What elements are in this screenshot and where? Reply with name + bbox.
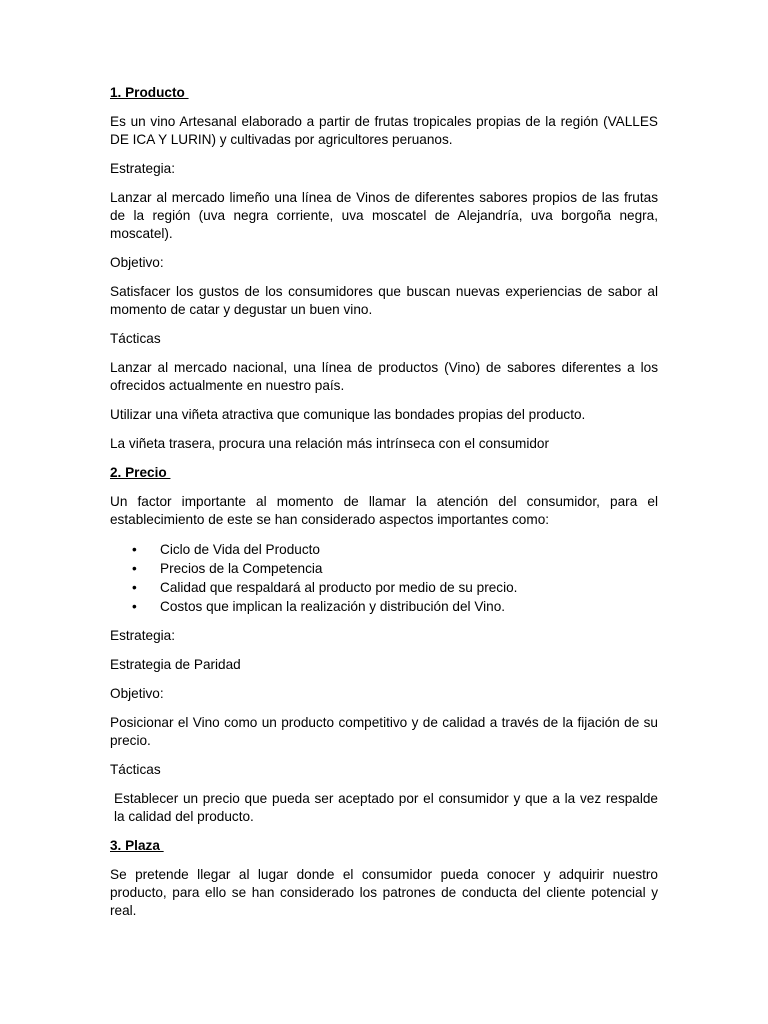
list-item [110, 597, 658, 616]
list-item [110, 540, 658, 559]
producto-tactic: La viñeta trasera, procura una relación más intrínseca con el consumidor [110, 436, 550, 451]
precio-strategy: Estrategia de Paridad [110, 657, 241, 672]
list-item-text: Precios de la Competencia [160, 561, 323, 576]
producto-strategy-label: Estrategia: [110, 161, 175, 176]
precio-tactics-label: Tácticas [110, 762, 161, 777]
list-item [110, 559, 658, 578]
document-page [110, 84, 658, 931]
precio-strategy-label: Estrategia: [110, 628, 175, 643]
producto-strategy: Lanzar al mercado limeño una línea de Vinos de diferentes sabores propios de las frutas de la región (uva negra corriente, uva moscatel de Alejandría, uva borgoña negra, moscatel). [110, 190, 658, 241]
bullet-icon: • [132, 561, 137, 576]
precio-description: Un factor importante al momento de llamar la atención del consumidor, para el establecimiento de este se han considerado aspectos importantes como: [110, 494, 658, 527]
precio-objective: Posicionar el Vino como un producto competitivo y de calidad a través de la fijación de su precio. [110, 715, 658, 748]
producto-objective-label: Objetivo: [110, 255, 164, 270]
list-item-text: Calidad que respaldará al producto por medio de su precio. [160, 580, 518, 595]
producto-objective: Satisfacer los gustos de los consumidores que buscan nuevas experiencias de sabor al momento de catar y degustar un buen vino. [110, 284, 658, 317]
producto-tactic: Utilizar una viñeta atractiva que comunique las bondades propias del producto. [110, 407, 586, 422]
producto-tactic: Lanzar al mercado nacional, una línea de productos (Vino) de sabores diferentes a los ofrecidos actualmente en nuestro país. [110, 360, 658, 393]
bullet-icon: • [132, 542, 137, 557]
section-heading-producto: 1. Producto [110, 85, 189, 100]
section-heading-precio: 2. Precio [110, 465, 171, 480]
list-item [110, 578, 658, 597]
bullet-icon: • [132, 599, 137, 614]
precio-objective-label: Objetivo: [110, 686, 164, 701]
list-item-text: Ciclo de Vida del Producto [160, 542, 320, 557]
list-item-text: Costos que implican la realización y distribución del Vino. [160, 599, 506, 614]
plaza-description: Se pretende llegar al lugar donde el consumidor pueda conocer y adquirir nuestro producto, para ello se han considerado los patrones de conducta del cliente potencial y real. [110, 867, 658, 918]
producto-description: Es un vino Artesanal elaborado a partir de frutas tropicales propias de la región (VALLES DE ICA Y LURIN) y cultivadas por agricultores peruanos. [110, 114, 658, 147]
precio-tactic: Establecer un precio que pueda ser aceptado por el consumidor y que a la vez respalde la calidad del producto. [114, 791, 658, 824]
precio-bullet-list [110, 540, 658, 616]
bullet-icon: • [132, 580, 137, 595]
section-heading-plaza: 3. Plaza [110, 838, 164, 853]
producto-tactics-label: Tácticas [110, 331, 161, 346]
